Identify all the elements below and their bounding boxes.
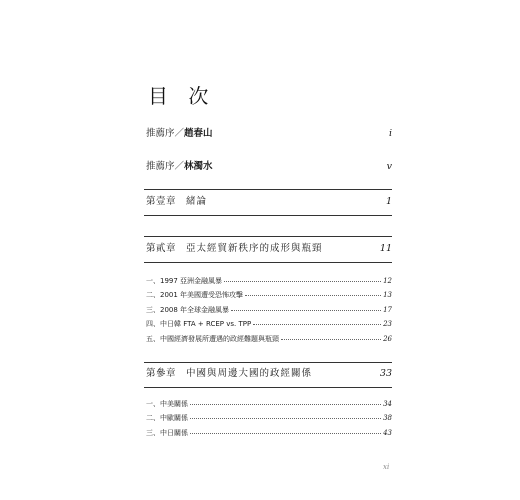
section-title: 二、中歐關係 [146,414,188,422]
chapter-divider [144,215,392,216]
chapter-title: 中國與周邊大國的政經關係 [186,368,313,379]
page-number: 38 [383,414,392,422]
page-number: 43 [383,429,392,437]
section-title: 三、中日關係 [146,429,188,437]
toc-section-entry[interactable] [146,317,392,329]
toc-section-entry[interactable] [146,288,392,300]
dot-leader [190,410,381,419]
toc-chapter-entry[interactable] [146,366,392,382]
preface-author: 趙春山 [184,128,213,139]
toc-section-entry[interactable] [146,303,392,315]
toc-section-entry[interactable] [146,274,392,286]
folio-page-number: xi [383,463,390,471]
section-title: 二、2001 年美國遭受恐怖攻擊 [146,291,244,299]
page-number: i [388,128,392,139]
chapter-title: 緒論 [186,196,208,207]
section-title: 一、1997 亞洲金融風暴 [146,277,223,285]
dot-leader [281,331,381,340]
toc-chapter-entry[interactable] [146,194,392,210]
section-title: 四、中日韓 FTA + RCEP vs. TPP [146,320,252,328]
toc-preface-entry[interactable] [146,126,392,142]
dot-leader [224,273,381,282]
section-title: 一、中美關係 [146,400,188,408]
chapter-divider [144,236,392,237]
chapter-number: 第壹章 [146,196,177,207]
chapter-number: 第參章 [146,368,177,379]
toc-title: 目 次 [148,84,216,108]
preface-author: 林濁水 [184,161,213,172]
toc-chapter-entry[interactable] [146,241,392,257]
chapter-title: 亞太經貿新秩序的成形與瓶頸 [186,243,323,254]
dot-leader [190,425,381,434]
chapter-divider [144,189,392,190]
chapter-divider [144,362,392,363]
page-number: 34 [383,400,392,408]
toc-preface-entry[interactable] [146,159,392,175]
page-number: v [386,161,392,172]
page-number: 1 [385,196,392,207]
toc-section-entry[interactable] [146,332,392,344]
toc-section-entry[interactable] [146,411,392,423]
page-number: 26 [383,335,392,343]
section-title: 五、中國經濟發展所遭遇的政經難題與瓶頸 [146,335,279,343]
page-number: 12 [383,277,392,285]
preface-label: 推薦序／ [146,128,185,139]
toc-section-entry[interactable] [146,397,392,409]
dot-leader [245,287,381,296]
section-title: 三、2008 年全球金融風暴 [146,306,230,314]
chapter-divider [144,387,392,388]
dot-leader [190,396,381,405]
page-number: 13 [383,291,392,299]
page-number: 11 [379,243,392,254]
preface-label: 推薦序／ [146,161,185,172]
dot-leader [231,302,381,311]
chapter-divider [144,262,392,263]
page-number: 23 [383,320,392,328]
page-number: 33 [379,368,392,379]
page-number: 17 [383,306,392,314]
toc-section-entry[interactable] [146,426,392,438]
dot-leader [253,316,381,325]
chapter-number: 第貳章 [146,243,177,254]
